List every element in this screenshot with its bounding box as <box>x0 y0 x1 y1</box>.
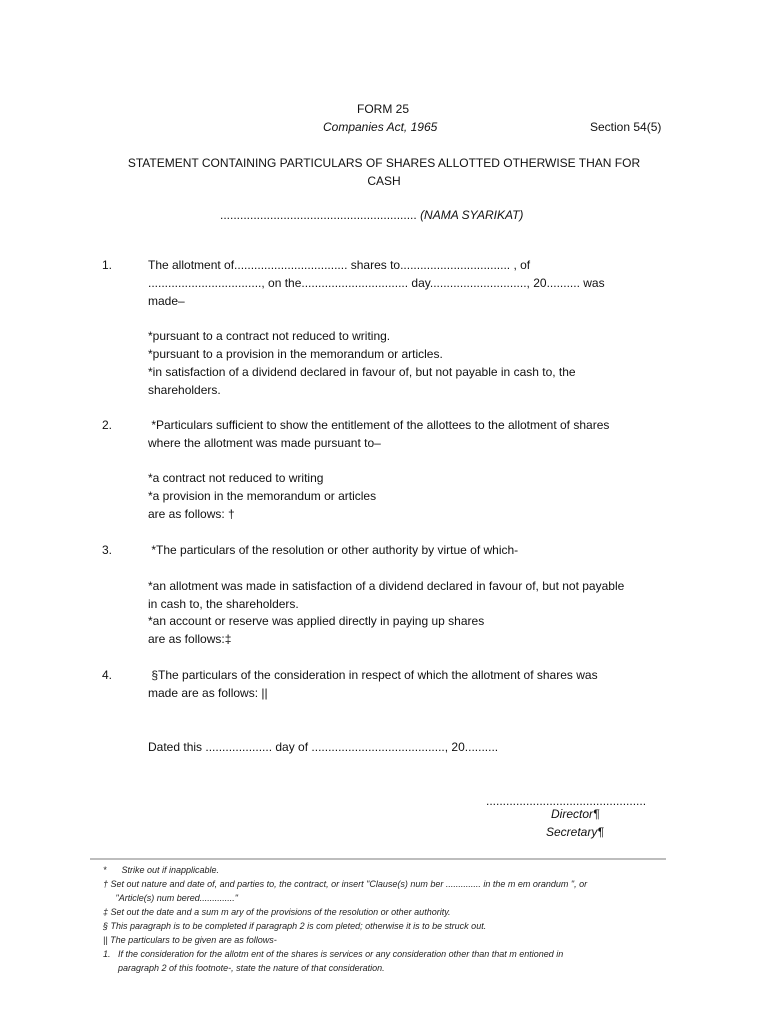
footnote-asterisk: * Strike out if inapplicable. <box>103 865 220 875</box>
item-3-option-2: in cash to, the shareholders. <box>148 597 299 611</box>
item-2-number: 2. <box>102 418 113 432</box>
item-1-line-2: .................................., on the................................ day............................., 20.......... was <box>148 276 605 290</box>
company-name-line <box>220 206 523 224</box>
footnote-item-1: 1. If the consideration for the allotm ent of the shares is services or any consideration other than that m entioned in <box>103 949 564 959</box>
item-4-line-1: §The particulars of the consideration in respect of which the allotment of shares was <box>148 668 598 682</box>
item-4-line-2: made are as follows: || <box>148 686 268 700</box>
section-ref: Section 54(5) <box>590 120 662 134</box>
item-1-option-3: *in satisfaction of a dividend declared in favour of, but not payable in cash to, the <box>148 365 576 379</box>
director-label: Director¶ <box>551 807 600 821</box>
item-3-option-3: *an account or reserve was applied directly in paying up shares <box>148 614 485 628</box>
footnote-double-dagger: ‡ Set out the date and a sum m ary of the provisions of the resolution or other authority. <box>103 907 451 917</box>
company-name-label: (NAMA SYARIKAT) <box>420 208 524 222</box>
footnote-dagger: † Set out nature and date of, and parties to, the contract, or insert "Clause(s) num ber .............. in the m em orandum ", or <box>103 879 588 889</box>
item-1-number: 1. <box>102 258 113 272</box>
item-1-line-3: made– <box>148 294 185 308</box>
item-4-number: 4. <box>102 668 113 682</box>
company-name-dots: ........................................................... <box>220 208 417 222</box>
dated-line: Dated this .................... day of ........................................, 20.......... <box>148 740 499 754</box>
item-1-option-4: shareholders. <box>148 383 221 397</box>
footnote-section: § This paragraph is to be completed if paragraph 2 is com pleted; otherwise it is to be struck out. <box>103 921 487 931</box>
form-title: FORM 25 <box>357 102 410 116</box>
statement-title-line2: CASH <box>367 174 401 188</box>
footnote-divider <box>90 858 666 860</box>
footnote-item-1-cont: paragraph 2 of this footnote-, state the nature of that consideration. <box>103 963 385 973</box>
item-2-option-1: *a contract not reduced to writing <box>148 471 324 485</box>
item-1-option-1: *pursuant to a contract not reduced to writing. <box>148 329 391 343</box>
item-2-line-2: where the allotment was made pursuant to– <box>148 436 381 450</box>
item-2-option-2: *a provision in the memorandum or articles <box>148 489 377 503</box>
act-name: Companies Act, 1965 <box>323 120 438 134</box>
item-2-line-1: *Particulars sufficient to show the entitlement of the allottees to the allotment of shares <box>148 418 610 432</box>
signature-dots: ................................................ <box>486 794 647 808</box>
footnote-dagger-cont: "Article(s) num bered.............." <box>103 893 238 903</box>
item-3-number: 3. <box>102 543 113 557</box>
secretary-label: Secretary¶ <box>546 825 604 839</box>
footnote-parallel: || The particulars to be given are as follows- <box>103 935 277 945</box>
item-1-line-1: The allotment of.................................. shares to................................. , of <box>148 258 531 272</box>
item-3-line-1: *The particulars of the resolution or other authority by virtue of which- <box>148 543 519 557</box>
item-2-option-3: are as follows: † <box>148 507 235 521</box>
item-1-option-2: *pursuant to a provision in the memorandum or articles. <box>148 347 443 361</box>
item-3-option-1: *an allotment was made in satisfaction of a dividend declared in favour of, but not payable <box>148 579 625 593</box>
statement-title-line1: STATEMENT CONTAINING PARTICULARS OF SHARES ALLOTTED OTHERWISE THAN FOR <box>127 156 641 170</box>
item-3-option-4: are as follows:‡ <box>148 632 232 646</box>
